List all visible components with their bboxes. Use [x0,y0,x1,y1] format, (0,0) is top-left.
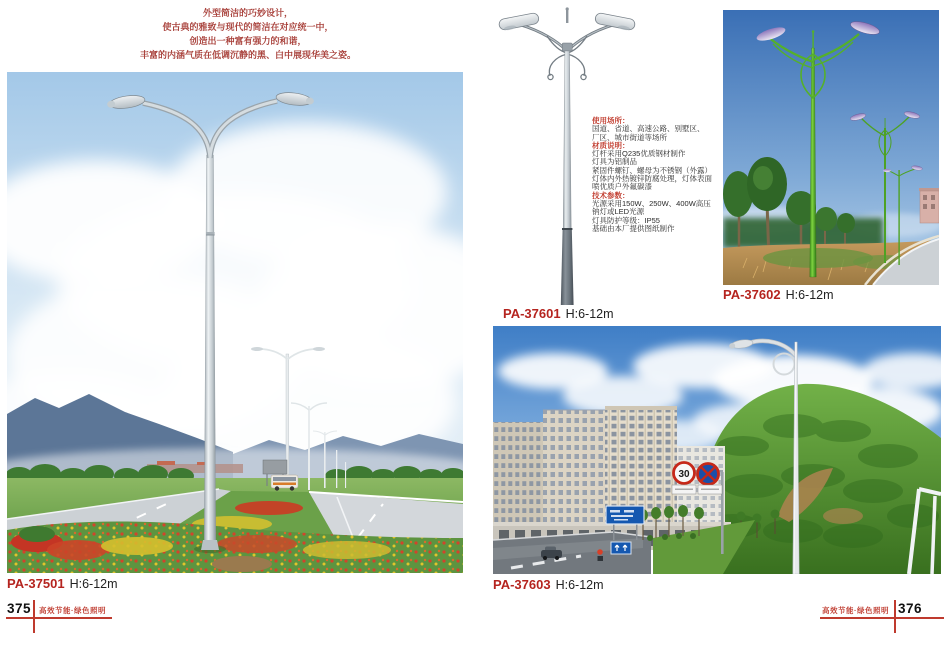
product-height: H:6-12m [785,288,834,302]
product-label-pa37601 [503,306,614,321]
spec-line: 基础由本厂提供图纸制作 [592,223,675,233]
intro-line-3: 创造出一种富有强力的和谐， [189,36,307,46]
spec-line: 灯具防护等级：IP55 [592,215,660,225]
spec-panel [592,117,732,233]
footer-underline-left [6,617,112,619]
pole [563,51,571,229]
page-number-right: 376 [898,601,923,616]
intro-line-4: 丰富的内涵气质在低调沉静的黑、白中展现华美之姿。 [139,50,356,60]
footer-slogan-right: 高效节能·绿色照明 [822,606,889,615]
speed-limit-text: 30 [678,469,690,480]
product-height: H:6-12m [69,577,118,591]
distant-building [919,188,939,223]
photo-pa37602-street-scene [723,10,939,285]
spec-line: 光源采用150W、250W、400W高压 [592,198,711,208]
pole-base [561,229,574,305]
product-label-pa37602 [723,287,834,302]
pole-finial [566,9,568,23]
intro-line-2: 使古典的雅致与现代的简洁在对应统一中， [162,22,334,32]
spec-line: 紧固件螺钉、螺母为不锈钢（外露） [592,165,712,175]
green-lamp-illustration [723,10,939,285]
spec-line: 喷优质户外氟碳漆 [592,182,652,192]
product-height: H:6-12m [565,307,614,321]
page-number-left: 375 [7,601,32,616]
spec-line: 灯具为铝制品 [592,157,637,167]
spec-line: 钠灯或LED光源 [592,207,645,217]
street-scene-illustration [7,72,463,573]
photo-pa37501-street-scene [7,72,463,573]
spec-line: 厂区、城市街道等场所 [592,132,667,142]
spec-usage-heading: 使用场所： [592,116,630,125]
city-scene-illustration [493,326,941,574]
product-height: H:6-12m [555,578,604,592]
product-label-pa37501 [7,576,118,591]
footer-slogan-left: 高效节能·绿色照明 [39,606,106,615]
intro-text [122,6,374,62]
motorcyclist [597,549,603,555]
spec-material-heading: 材质说明： [592,140,630,150]
spec-line: 灯杆采用Q235优质钢材制作 [592,149,686,159]
photo-pa37603-city-scene [493,326,941,574]
spec-tech-heading: 技术参数： [592,190,630,200]
product-code: PA-37501 [7,576,65,591]
product-code: PA-37601 [503,306,561,321]
spec-line: 灯体内外热镀锌防腐处理，灯体表面 [592,174,712,184]
product-code: PA-37602 [723,287,781,302]
lane-sign [611,542,631,554]
intro-line-1: 外型简洁的巧妙设计， [202,8,293,18]
product-label-pa37603 [493,577,604,592]
product-code: PA-37603 [493,577,551,592]
spec-line: 国道、省道、高速公路、别墅区、 [592,124,705,134]
footer-underline-right [820,617,944,619]
